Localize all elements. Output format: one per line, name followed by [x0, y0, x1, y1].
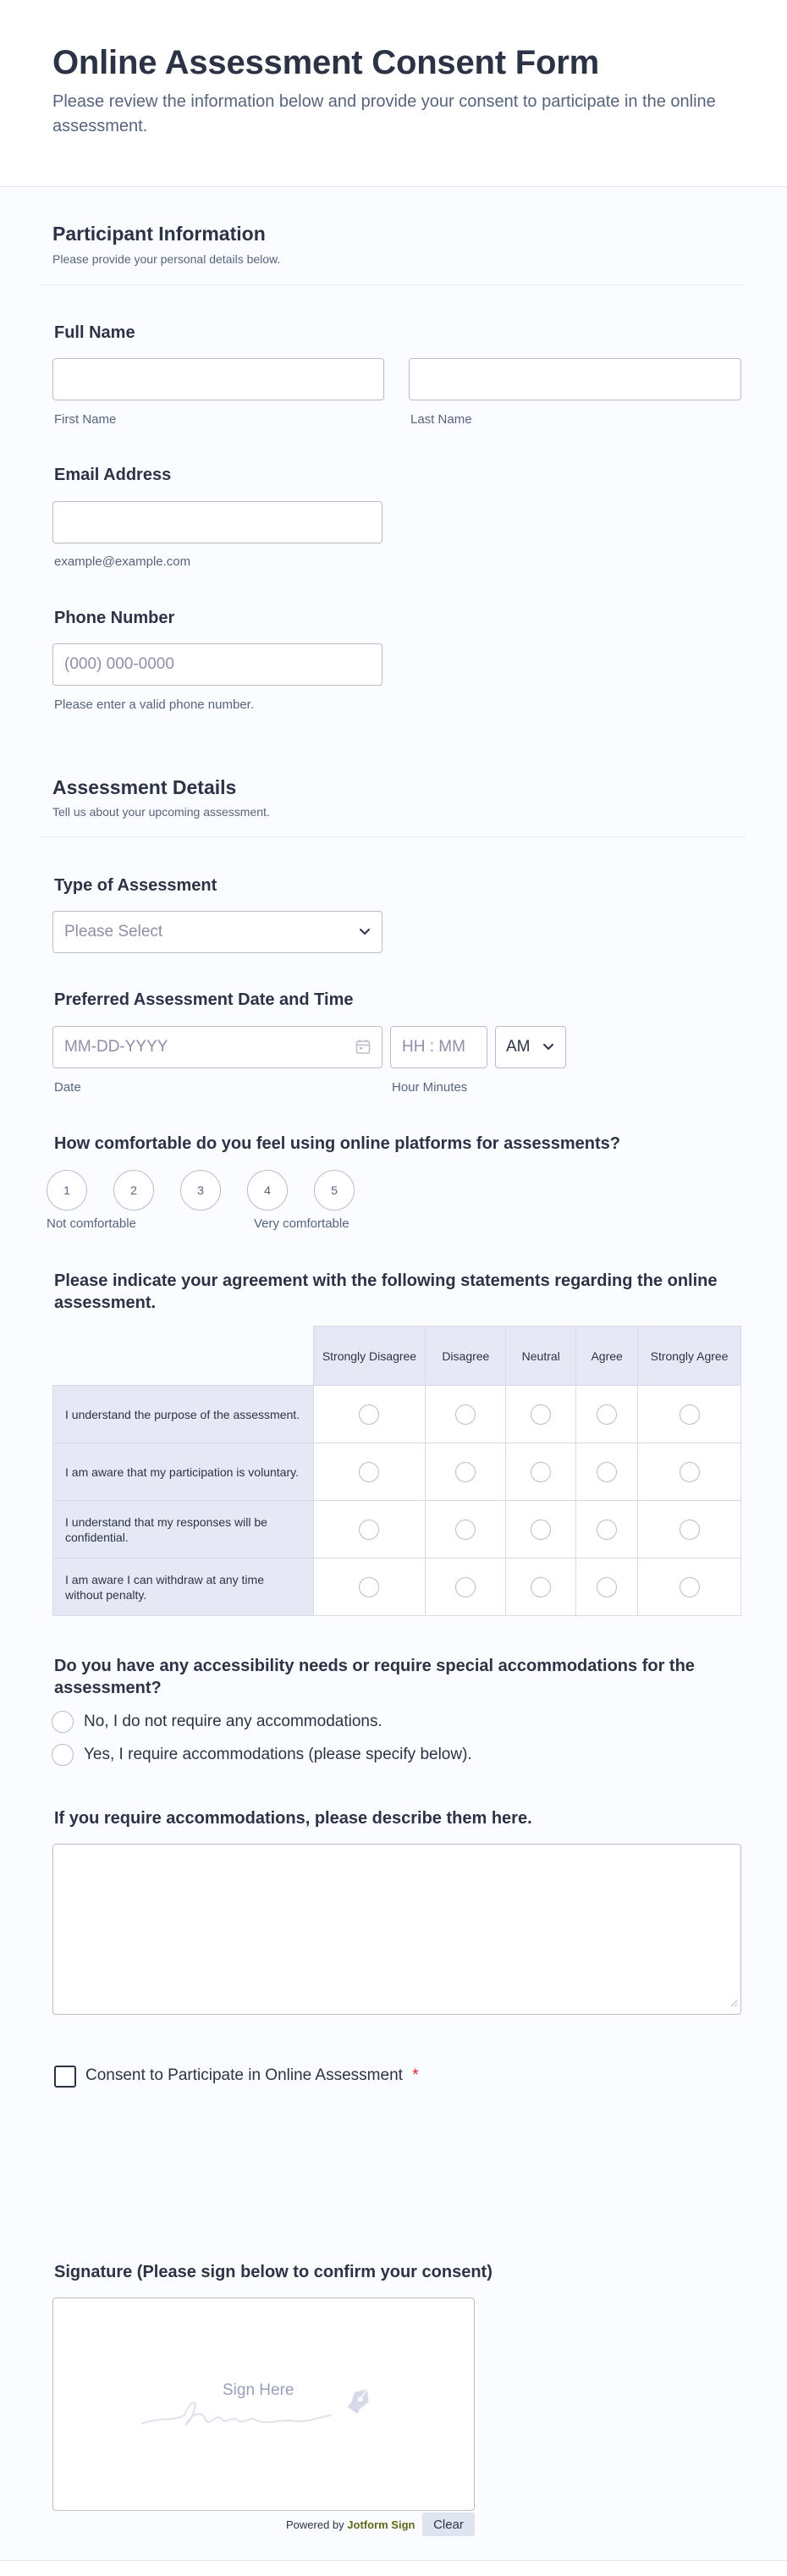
comfort-question: How comfortable do you feel using online platforms for assessments? — [54, 1134, 621, 1153]
section-description-participant: Please provide your personal details below. — [52, 252, 281, 266]
scale-option-1[interactable]: 1 — [47, 1170, 87, 1211]
required-asterisk: * — [412, 2066, 419, 2084]
date-input[interactable] — [52, 1026, 382, 1068]
email-label: Email Address — [54, 466, 172, 484]
matrix-radio[interactable] — [506, 1558, 576, 1616]
accessibility-question: Do you have any accessibility needs or require special accommodations for the assessment? — [54, 1657, 695, 1697]
matrix-row — [53, 1558, 741, 1616]
email-sublabel: example@example.com — [54, 554, 191, 569]
matrix-column-header: Disagree — [426, 1327, 506, 1386]
accommodation-yes-radio[interactable] — [52, 1744, 74, 1766]
matrix-row-label: I am aware I can withdraw at any time without penalty. — [53, 1558, 314, 1616]
calendar-icon[interactable] — [355, 1039, 371, 1060]
matrix-row-label: I understand that my responses will be confidential. — [53, 1501, 314, 1558]
matrix-radio[interactable] — [426, 1443, 506, 1501]
time-input[interactable] — [390, 1026, 487, 1068]
pen-nib-icon — [341, 2383, 378, 2417]
matrix-radio[interactable] — [638, 1443, 741, 1501]
matrix-radio[interactable] — [426, 1386, 506, 1443]
signature-pad[interactable] — [52, 2297, 475, 2511]
matrix-radio[interactable] — [576, 1443, 638, 1501]
time-sublabel: Hour Minutes — [392, 1080, 468, 1095]
agreement-question: Please indicate your agreement with the following statements regarding the online assessment. — [54, 1271, 718, 1312]
matrix-radio[interactable] — [426, 1501, 506, 1558]
form-title: Online Assessment Consent Form — [52, 44, 599, 81]
accommodation-no-label[interactable]: No, I do not require any accommodations. — [84, 1713, 382, 1730]
assessment-type-placeholder: Please Select — [64, 923, 163, 940]
section-divider — [41, 836, 746, 837]
footer-divider — [0, 2560, 787, 2561]
matrix-column-header: Strongly Disagree — [313, 1327, 426, 1386]
section-divider — [41, 284, 746, 285]
form-subtitle: Please review the information below and provide your consent to participate in the online assessment. — [52, 92, 716, 135]
matrix-radio[interactable] — [576, 1501, 638, 1558]
first-name-sublabel: First Name — [54, 412, 117, 427]
consent-label-text: Consent to Participate in Online Assessment — [85, 2066, 403, 2084]
matrix-radio[interactable] — [506, 1443, 576, 1501]
scale-option-2[interactable]: 2 — [113, 1170, 154, 1211]
time-placeholder: HH : MM — [402, 1038, 465, 1056]
matrix-column-header: Strongly Agree — [638, 1327, 741, 1386]
matrix-column-header: Agree — [576, 1327, 638, 1386]
matrix-radio[interactable] — [638, 1558, 741, 1616]
matrix-radio[interactable] — [313, 1443, 426, 1501]
email-input[interactable] — [52, 501, 382, 543]
date-placeholder: MM-DD-YYYY — [64, 1038, 168, 1056]
matrix-row — [53, 1501, 741, 1558]
assessment-type-label: Type of Assessment — [54, 876, 217, 895]
chevron-down-icon — [358, 924, 371, 945]
matrix-radio[interactable] — [506, 1501, 576, 1558]
agreement-matrix — [52, 1326, 741, 1616]
resize-handle-icon[interactable] — [729, 1996, 738, 2011]
section-title-participant: Participant Information — [52, 223, 266, 245]
matrix-radio[interactable] — [576, 1558, 638, 1616]
matrix-radio[interactable] — [313, 1386, 426, 1443]
section-title-assessment: Assessment Details — [52, 776, 237, 798]
phone-label: Phone Number — [54, 609, 175, 627]
powered-by — [286, 2518, 415, 2531]
phone-sublabel: Please enter a valid phone number. — [54, 698, 254, 712]
first-name-input[interactable] — [52, 358, 384, 400]
scale-option-3[interactable]: 3 — [180, 1170, 221, 1211]
scale-min-label: Not comfortable — [47, 1216, 136, 1231]
matrix-row-label: I am aware that my participation is voluntary. — [53, 1443, 314, 1501]
assessment-type-select[interactable] — [52, 911, 382, 953]
sign-here-text: Sign Here — [223, 2381, 294, 2399]
scale-option-5[interactable]: 5 — [314, 1170, 355, 1211]
scale-option-4[interactable]: 4 — [247, 1170, 288, 1211]
matrix-column-header: Neutral — [506, 1327, 576, 1386]
date-sublabel: Date — [54, 1080, 81, 1095]
matrix-radio[interactable] — [506, 1386, 576, 1443]
last-name-input[interactable] — [409, 358, 741, 400]
clear-signature-button[interactable]: Clear — [422, 2513, 475, 2536]
consent-checkbox[interactable] — [54, 2066, 76, 2088]
accommodations-label: If you require accommodations, please describe them here. — [54, 1809, 532, 1828]
accommodations-textarea[interactable] — [52, 1844, 741, 2015]
header-divider — [0, 186, 787, 187]
ampm-value: AM — [506, 1038, 531, 1056]
accommodation-no-radio[interactable] — [52, 1711, 74, 1733]
full-name-label: Full Name — [54, 323, 135, 342]
matrix-radio[interactable] — [426, 1558, 506, 1616]
accommodation-yes-label[interactable]: Yes, I require accommodations (please specify below). — [84, 1746, 472, 1763]
phone-placeholder: (000) 000-0000 — [64, 655, 174, 673]
consent-label[interactable] — [85, 2066, 419, 2085]
matrix-radio[interactable] — [313, 1558, 426, 1616]
last-name-sublabel: Last Name — [410, 412, 472, 427]
signature-label: Signature (Please sign below to confirm your consent) — [54, 2263, 493, 2281]
matrix-row-label: I understand the purpose of the assessment. — [53, 1386, 314, 1443]
scale-max-label: Very comfortable — [254, 1216, 349, 1231]
section-description-assessment: Tell us about your upcoming assessment. — [52, 805, 270, 819]
datetime-label: Preferred Assessment Date and Time — [54, 990, 354, 1009]
matrix-corner — [53, 1327, 314, 1386]
matrix-radio[interactable] — [313, 1501, 426, 1558]
ampm-select[interactable] — [495, 1026, 566, 1068]
matrix-radio[interactable] — [638, 1501, 741, 1558]
jotform-sign-brand: Jotform Sign — [347, 2518, 416, 2531]
matrix-row — [53, 1386, 741, 1443]
chevron-down-icon — [542, 1039, 555, 1060]
matrix-row — [53, 1443, 741, 1501]
phone-input[interactable] — [52, 643, 382, 686]
powered-by-text: Powered by — [286, 2518, 344, 2531]
matrix-radio[interactable] — [638, 1386, 741, 1443]
matrix-radio[interactable] — [576, 1386, 638, 1443]
